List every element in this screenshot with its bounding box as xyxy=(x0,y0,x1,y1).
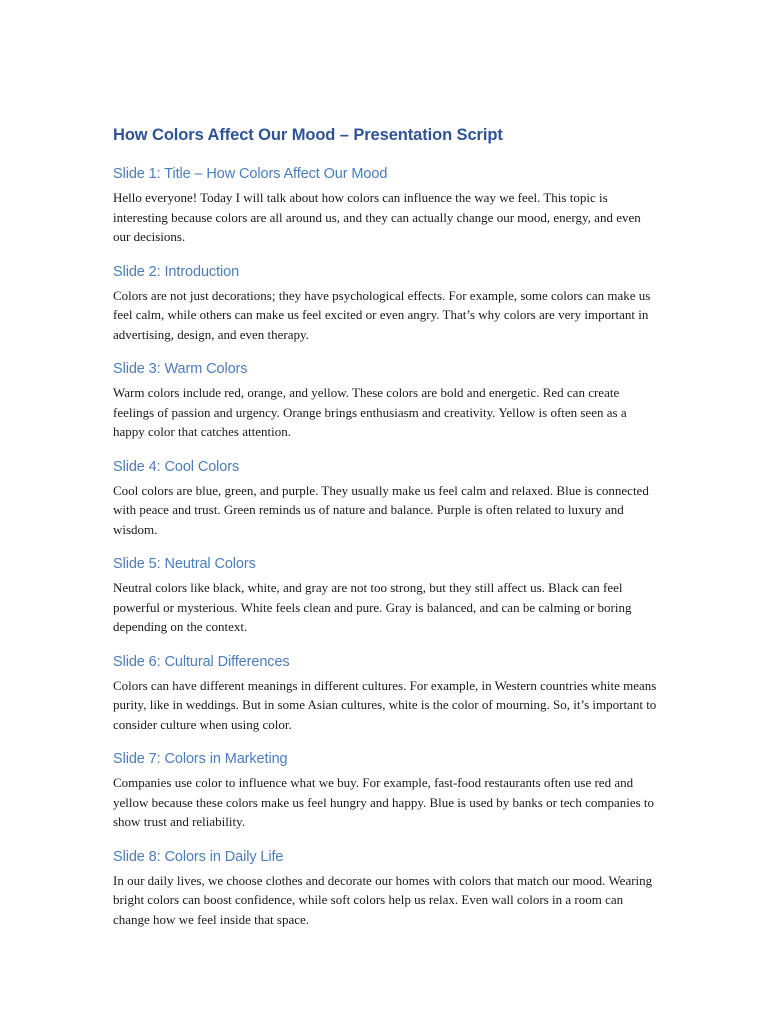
section-heading: Slide 3: Warm Colors xyxy=(113,361,248,377)
section-heading: Slide 8: Colors in Daily Life xyxy=(113,848,284,865)
section-slide-7 xyxy=(113,749,658,832)
section-slide-5 xyxy=(113,554,658,637)
section-slide-4 xyxy=(113,457,658,540)
section-body: Hello everyone! Today I will talk about how colors can influence the way we feel. This topic is interesting because colors are all around us, and they can actually change our mood, energy, and even our decisions. xyxy=(113,190,641,244)
section-body: Neutral colors like black, white, and gray are not too strong, but they still affect us. Black can feel powerful or mysterious. White feels clean and pure. Gray is balanced, and can be calming or boring depending on the context. xyxy=(113,580,632,634)
document-page xyxy=(113,124,658,944)
document-title: How Colors Affect Our Mood – Presentation Script xyxy=(113,126,503,144)
section-body: Companies use color to influence what we buy. For example, fast-food restaurants often use red and yellow because these colors make us feel hungry and happy. Blue is used by banks or tech companies to show trust and reliability. xyxy=(113,775,655,829)
section-heading: Slide 6: Cultural Differences xyxy=(113,653,290,670)
section-slide-6 xyxy=(113,652,658,735)
section-heading: Slide 4: Cool Colors xyxy=(113,458,240,475)
section-heading: Slide 7: Colors in Marketing xyxy=(113,751,288,767)
section-heading: Slide 2: Introduction xyxy=(113,263,240,280)
section-heading: Slide 1: Title – How Colors Affect Our Mood xyxy=(113,166,388,182)
section-body: Colors can have different meanings in different cultures. For example, in Western countries white means purity, like in weddings. But in some Asian cultures, white is the color of mourning. So, it’s important to consider culture when using color. xyxy=(113,677,657,732)
section-heading: Slide 5: Neutral Colors xyxy=(113,556,256,572)
section-body: In our daily lives, we choose clothes and decorate our homes with colors that match our mood. Wearing bright colors can boost confidence, while soft colors help us relax. Even wall colors in a room can change how we feel inside that space. xyxy=(113,872,653,927)
section-slide-3 xyxy=(113,359,658,442)
section-body: Colors are not just decorations; they have psychological effects. For example, some colors can make us feel calm, while others can make us feel excited or even angry. That’s why colors are very important in advertising, design, and even therapy. xyxy=(113,287,651,342)
section-slide-2 xyxy=(113,262,658,345)
section-slide-1 xyxy=(113,164,658,247)
section-body: Warm colors include red, orange, and yellow. These colors are bold and energetic. Red can create feelings of passion and urgency. Orange brings enthusiasm and creativity. Yellow is often seen as a happy color that catches attention. xyxy=(113,385,627,439)
section-body: Cool colors are blue, green, and purple. They usually make us feel calm and relaxed. Blue is connected with peace and trust. Green reminds us of nature and balance. Purple is often related to luxury and wisdom. xyxy=(113,482,649,537)
section-slide-8 xyxy=(113,847,658,930)
